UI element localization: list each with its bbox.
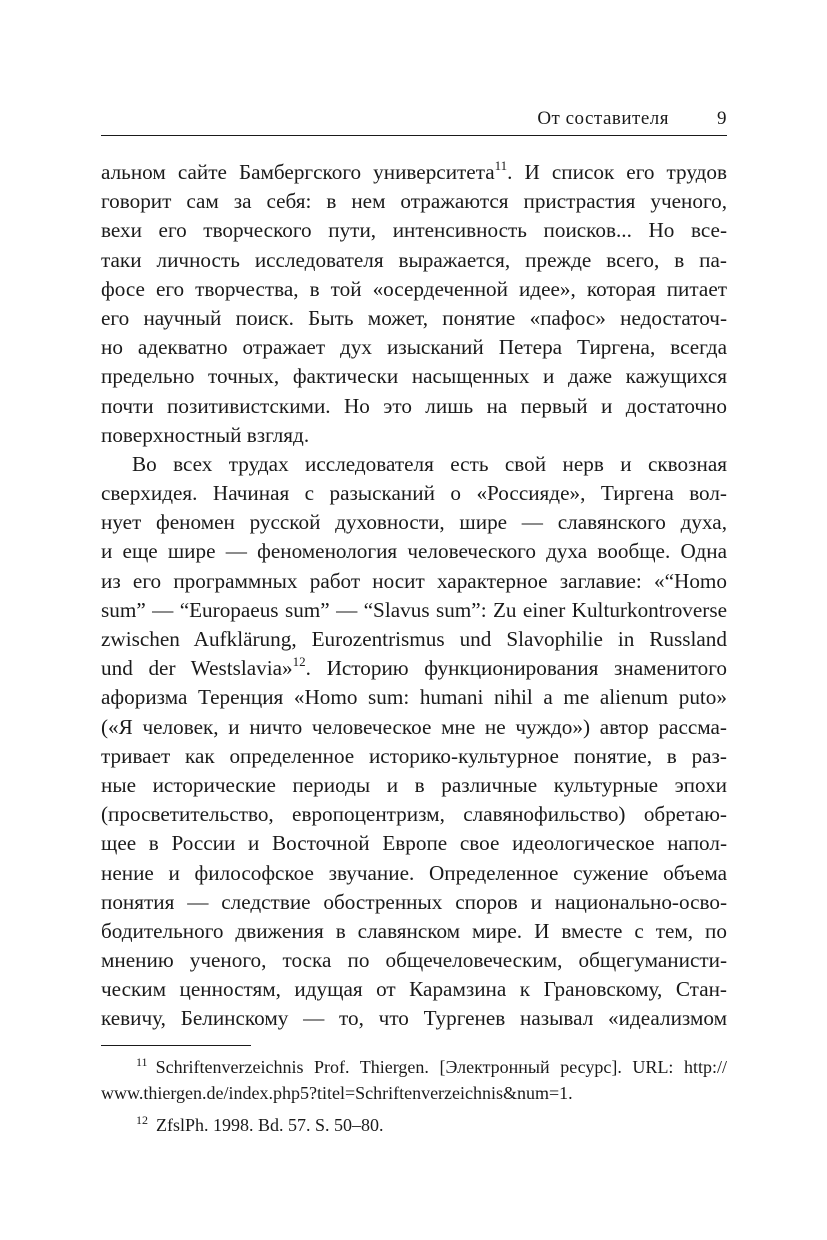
text-line: его научный поиск. Быть может, понятие «пафос» недостаточ- — [101, 305, 727, 330]
text-line: из его программных работ носит характерное заглавие: «“Homo — [101, 568, 727, 593]
footnote-line: www.thiergen.de/index.php5?titel=Schriftenverzeichnis&num=1. — [101, 1082, 573, 1103]
text-line: предельно точных, фактически насыщенных и даже кажущихся — [101, 364, 727, 389]
book-page — [101, 0, 727, 1240]
text-line: und der Westslavia»$^{12}$. Историю функционирования знаменитого — [101, 654, 727, 681]
text-line: ные исторические периоды и в различные культурные эпохи — [101, 772, 727, 797]
text-line: говорит сам за себя: в нем отражаются пристрастия ученого, — [101, 189, 727, 214]
body-text — [101, 158, 727, 1034]
text-line: афоризма Теренция «Homo sum: humani nihil a me alienum puto» — [101, 685, 727, 710]
text-line: ческим ценностям, идущая от Карамзина к Грановскому, Стан- — [101, 977, 727, 1002]
text-line: альном сайте Бамбергского университета$^{11}$. И список его трудов — [101, 157, 727, 184]
text-line: таки личность исследователя выражается, прежде всего, в па- — [101, 247, 727, 272]
footnotes — [101, 1055, 727, 1139]
page-number: 9 — [717, 108, 727, 129]
text-line: Во всех трудах исследователя есть свой нерв и сквозная — [132, 451, 727, 476]
footnote-rule — [101, 1045, 251, 1046]
footnote-mark: 12 — [136, 1113, 148, 1127]
footnote-11 — [101, 1055, 727, 1106]
footnote-mark: 11 — [136, 1055, 148, 1069]
running-head-title: От составителя — [537, 108, 669, 129]
text-line: (просветительство, европоцентризм, славянофильство) обретаю- — [101, 802, 727, 827]
text-line: мнению ученого, тоска по общечеловеческим, общегуманисти- — [101, 948, 727, 973]
footnote-ref-12: 12 — [292, 654, 306, 670]
text-line: и еще шире — феноменология человеческого духа вообще. Одна — [101, 539, 727, 564]
text-line: вехи его творческого пути, интенсивность поисков... Но все- — [101, 218, 727, 243]
footnote-line: $^{12}$ ZfslPh. 1998. Bd. 57. S. 50–80. — [136, 1113, 384, 1135]
running-head — [101, 108, 727, 132]
text-line: понятия — следствие обостренных споров и национально-осво- — [101, 889, 727, 914]
paragraph-1 — [101, 158, 727, 450]
text-line: почти позитивистскими. Но это лишь на первый и достаточно — [101, 393, 727, 418]
text-line: сверхидея. Начиная с разысканий о «Россияде», Тиргена вол- — [101, 481, 727, 506]
footnote-12 — [101, 1113, 727, 1139]
paragraph-2 — [101, 450, 727, 1034]
text-line: тривает как определенное историко-культурное понятие, в раз- — [101, 743, 727, 768]
text-line: sum” — “Europaeus sum” — “Slavus sum”: Zu einer Kulturkontroverse — [101, 597, 727, 622]
text-line: («Я человек, и ничто человеческое мне не чуждо») автор рассма- — [101, 714, 727, 739]
text-line: бодительного движения в славянском мире. И вместе с тем, по — [101, 918, 727, 943]
text-line: фосе его творчества, в той «осердеченной идее», которая питает — [101, 276, 727, 301]
text-line: кевичу, Белинскому — то, что Тургенев называл «идеализмом — [101, 1006, 727, 1031]
header-rule — [101, 135, 727, 136]
text-line: щее в России и Восточной Европе свое идеологическое напол- — [101, 831, 727, 856]
text-line: нует феномен русской духовности, шире — славянского духа, — [101, 510, 727, 535]
text-line: но адекватно отражает дух изысканий Петера Тиргена, всегда — [101, 335, 727, 360]
text-line: zwischen Aufklärung, Eurozentrismus und Slavophilie in Russland — [101, 627, 727, 651]
footnote-ref-11: 11 — [494, 157, 508, 173]
text-line: нение и философское звучание. Определенное сужение объема — [101, 860, 727, 885]
text-line: поверхностный взгляд. — [101, 422, 310, 447]
footnote-line: $^{11}$ Schriftenverzeichnis Prof. Thiergen. [Электронный ресурс]. URL: http:// — [136, 1055, 727, 1077]
